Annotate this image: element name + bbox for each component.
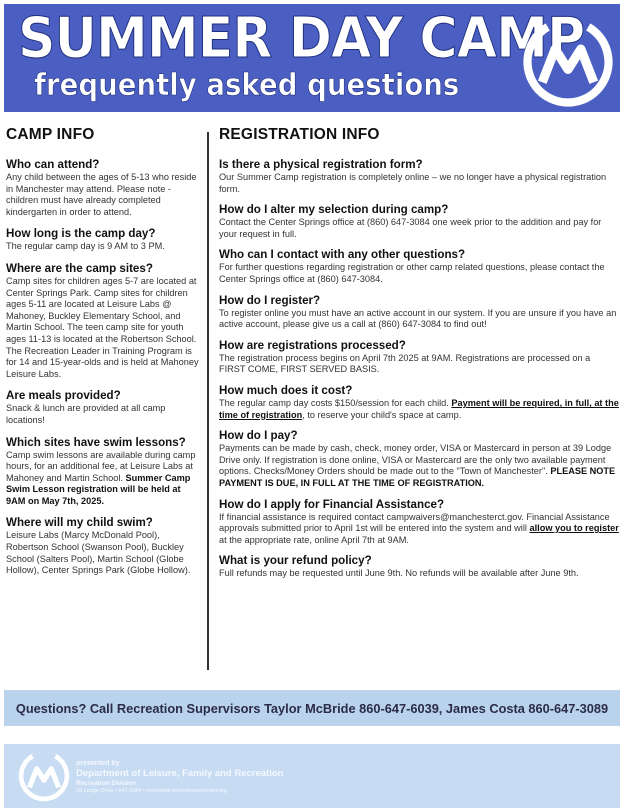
faq-answer-emphasis: Summer Camp Swim Lesson registration will be held at 9AM on May 7th, 2025. — [6, 472, 191, 506]
faq-answer — [6, 450, 202, 508]
manchester-m-logo-icon — [522, 16, 614, 108]
faq-answer-text: If financial assistance is required contact campwaivers@manchesterct.gov. Financial Assistance approvals submitted prior to April 1st will be entered into the system and will — [219, 511, 610, 534]
faq-refund-policy — [219, 554, 619, 580]
faq-answer: Our Summer Camp registration is completely online – we no longer have a physical registration form. — [219, 172, 607, 194]
faq-answer — [219, 512, 619, 547]
faq-how-to-register — [219, 294, 619, 331]
faq-answer: The regular camp day is 9 AM to 3 PM. — [6, 241, 165, 252]
faq-answer-emphasis: Payment will be required, in full, at the time of registration — [219, 397, 619, 420]
faq-question: How are registrations processed? — [219, 338, 406, 352]
faq-swim-location — [6, 516, 202, 576]
faq-cost — [219, 384, 619, 421]
department-name: Department of Leisure, Family and Recreation — [76, 768, 284, 779]
faq-registration-process — [219, 339, 619, 376]
faq-meals — [6, 389, 202, 426]
faq-question: Is there a physical registration form? — [219, 158, 423, 171]
faq-answer: To register online you must have an active account in our system. If you are unsure if you have an active account, please give us a call at (860) 647-3084 to find out! — [219, 307, 617, 330]
faq-answer: Camp sites for children ages 5-7 are located at Center Springs Park. Camp sites for children ages 5-11 are located at Leisure Labs @ Mahoney, Buckley Elementary School, and Martin School. The teen camp site for youth ages 11-13 is located at the Robertson School. The Recreation Leader in Training Program is for 14 and 15-year-olds and is held at Mahoney Leisure Labs. — [6, 275, 199, 379]
registration-info-column — [219, 126, 619, 588]
faq-question: How much does it cost? — [219, 383, 353, 397]
faq-question: Where are the camp sites? — [6, 261, 153, 275]
faq-answer-text: The regular camp day costs $150/session for each child. — [219, 397, 449, 408]
faq-answer — [219, 398, 619, 421]
faq-alter-selection — [219, 203, 619, 240]
questions-contact-bar — [4, 690, 620, 726]
page-title: SUMMER DAY CAMP — [18, 6, 585, 71]
faq-answer: Contact the Center Springs office at (860) 647-3084 one week prior to the addition and pay for your request in full. — [219, 217, 602, 239]
faq-answer-text-end: at the appropriate rate, online April 7th at 9AM. — [219, 534, 409, 545]
faq-question: Where will my child swim? — [6, 516, 153, 530]
faq-answer: For further questions regarding registration or other camp related questions, please contact the Center Springs office at (860) 647-3084. — [219, 262, 605, 284]
faq-answer — [219, 443, 619, 489]
page-subtitle: frequently asked questions — [34, 68, 460, 103]
camp-info-heading: CAMP INFO — [6, 126, 95, 143]
faq-question: Who can attend? — [6, 158, 100, 171]
questions-contact-text: Questions? Call Recreation Supervisors Taylor McBride 860-647-6039, James Costa 860-647-3089 — [15, 700, 609, 716]
faq-question: What is your refund policy? — [219, 554, 372, 568]
faq-financial-assistance — [219, 498, 619, 547]
registration-info-heading: REGISTRATION INFO — [219, 126, 380, 143]
faq-answer: Full refunds may be requested until June 9th. No refunds will be available after June 9th. — [219, 568, 579, 579]
column-divider — [207, 132, 209, 670]
faq-answer: Any child between the ages of 5-13 who reside in Manchester may attend. Please note - children must have already completed kindergarten in order to attend. — [6, 172, 197, 217]
department-address: 39 Lodge Drive • 647-3084 • recreation.townofmanchester.org — [76, 788, 227, 794]
faq-question: How do I register? — [219, 293, 321, 307]
faq-how-to-pay — [219, 429, 619, 489]
faq-question: Which sites have swim lessons? — [6, 435, 186, 449]
faq-question: How do I alter my selection during camp? — [219, 203, 449, 217]
faq-answer-text-end: , to reserve your child's space at camp. — [302, 409, 462, 420]
division-name: Recreation Division — [76, 780, 137, 787]
faq-question: How long is the camp day? — [6, 227, 156, 241]
faq-other-questions — [219, 248, 619, 285]
faq-question: Who can I contact with any other questions? — [219, 248, 466, 262]
faq-physical-form — [219, 158, 619, 195]
faq-question: Are meals provided? — [6, 389, 121, 403]
faq-answer-text: Camp swim lessons are available during camp hours, for an additional fee, at Leisure Labs at Mahoney and Martin School. — [6, 449, 196, 483]
faq-answer: Snack & lunch are provided at all camp locations! — [6, 403, 166, 425]
faq-answer-emphasis: PLEASE NOTE PAYMENT IS DUE, IN FULL AT THE TIME OF REGISTRATION. — [219, 466, 616, 488]
faq-answer-text: Payments can be made by cash, check, money order, VISA or Mastercard in person at 39 Lodge Drive only. If registration is done online, VISA or Mastercard are the only two available payment options. Checks/Money Orders should be made out to the "Town of Manchester". — [219, 443, 612, 477]
faq-answer: Leisure Labs (Marcy McDonald Pool), Robertson School (Swanson Pool), Buckley School (Salters Pool), Martin School (Globe Hollow), Center Springs Park (Globe Hollow). — [6, 530, 191, 576]
faq-camp-sites — [6, 262, 202, 380]
faq-answer: The registration process begins on April 7th 2025 at 9AM. Registrations are processed on a FIRST COME, FIRST SERVED BASIS. — [219, 352, 591, 375]
faq-swim-lessons — [6, 436, 202, 508]
camp-info-column — [6, 126, 202, 586]
department-footer — [4, 744, 620, 808]
faq-question: How do I pay? — [219, 429, 298, 443]
faq-answer-emphasis: allow you to register — [529, 523, 619, 534]
faq-who-can-attend — [6, 158, 202, 218]
manchester-m-logo-icon — [18, 750, 70, 802]
presented-by-label: presented by — [76, 760, 120, 767]
faq-camp-day-length — [6, 227, 202, 253]
header-banner — [4, 4, 620, 112]
faq-question: How do I apply for Financial Assistance? — [219, 497, 445, 511]
